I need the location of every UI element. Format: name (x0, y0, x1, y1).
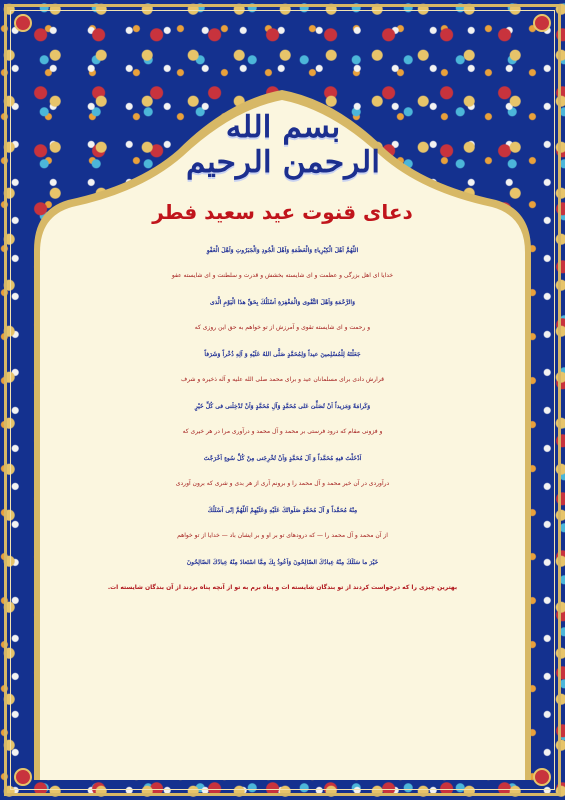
basmala-text: بسم الله الرحمن الرحیم (185, 110, 380, 180)
arabic-verse: اَدْخَلْتَ فيهِ مُحَمَّداً وَ آلَ مُحَمَّدٍ وَاَنْ تُخْرِجَنى مِنْ كُلِّ سُوءٍ اَخْرَجْتَ (203, 455, 362, 462)
page-title: دعای قنوت عید سعید فطر (152, 200, 413, 224)
verse-block (48, 552, 517, 574)
persian-translation: و فزونی مقام که درود فرستی بر محمد و آل محمد و درآوری مرا در هر خیری که (182, 428, 383, 435)
arabic-verse: اللّهُمَّ اَهْلَ الْكِبْرِياءِ وَالْعَظَمَةِ وَاَهْلَ الْجُودِ وَالْجَبَرُوتِ وَاَهْلَ الْعَفْوِ (206, 247, 359, 254)
arabic-verse: خَيْرَ ما سَئَلَكَ مِنْهُ عِبادُكَ الصّالِحُونَ وَاَعُوذُ بِكَ مِمَّا اسْتَعاذَ مِنْهُ عِبادُكَ الصّالِحُونَ (186, 559, 379, 566)
flower-ornament-icon (533, 14, 551, 32)
arabic-verse: وَكَرامَةً وَمَزيداً اَنْ تُصَلِّىَ عَلى مُحَمَّدٍ وَآلِ مُحَمَّدٍ وَاَنْ تُدْخِلَنى فى كُلِّ خَيْرٍ (194, 403, 371, 410)
closing-translation: بهترین چیزی را که درخواست کردند از تو بندگان شایسته ات و پناه برم به تو از آنچه پناه بردند از آن بندگان شایسته ات. (107, 584, 458, 591)
persian-translation: خدایا ای اهل بزرگی و عظمت و ای شایسته بخشش و قدرت و سلطنت و ای شایسته عفو (171, 272, 394, 279)
arabic-verse: وَالرَّحْمَةِ وَاَهْلَ التَّقْوى وَالْمَغْفِرَةِ اَسْئَلُكَ بِحَقِّ هذَا الْيَوْمِ الَّذى (210, 299, 355, 306)
persian-translation: و رحمت و ای شایسته تقوی و آمرزش از تو خواهم به حق این روزی که (194, 324, 371, 331)
verse-block (48, 448, 517, 492)
arabic-verse: جَعَلْتَهُ لِلْمُسْلِمينَ عيداً وَلِمُحَمَّدٍ صَلَّى اللهُ عَلَيْهِ وَ آلِهِ ذُخْراً وَشَرَفاً (204, 351, 361, 358)
verse-block (48, 500, 517, 544)
flower-ornament-icon (14, 14, 32, 32)
verse-block (48, 292, 517, 336)
basmala-calligraphy (183, 100, 383, 190)
verse-block (48, 240, 517, 284)
prayer-content (48, 100, 517, 591)
verse-block (48, 344, 517, 388)
verse-block (48, 396, 517, 440)
persian-translation: قرارش دادی برای مسلمانان عید و برای محمد صلی الله علیه و آله ذخیره و شرف (180, 376, 385, 383)
persian-translation: درآوردی در آن خیر محمد و آل محمد را و برونم آری از هر بدی و شری که برون آوردی (175, 480, 390, 487)
persian-translation: از آن محمد و آل محمد را — که درودهای تو بر او و بر ایشان باد — خدایا از تو خواهم (177, 532, 388, 539)
arabic-verse: مِنْهُ مُحَمَّداً وَ آلَ مُحَمَّدٍ صَلَواتُكَ عَلَيْهِ وَعَلَيْهِمْ اَللّهُمَّ اِنّى اَسْئَلُكَ (207, 507, 358, 514)
